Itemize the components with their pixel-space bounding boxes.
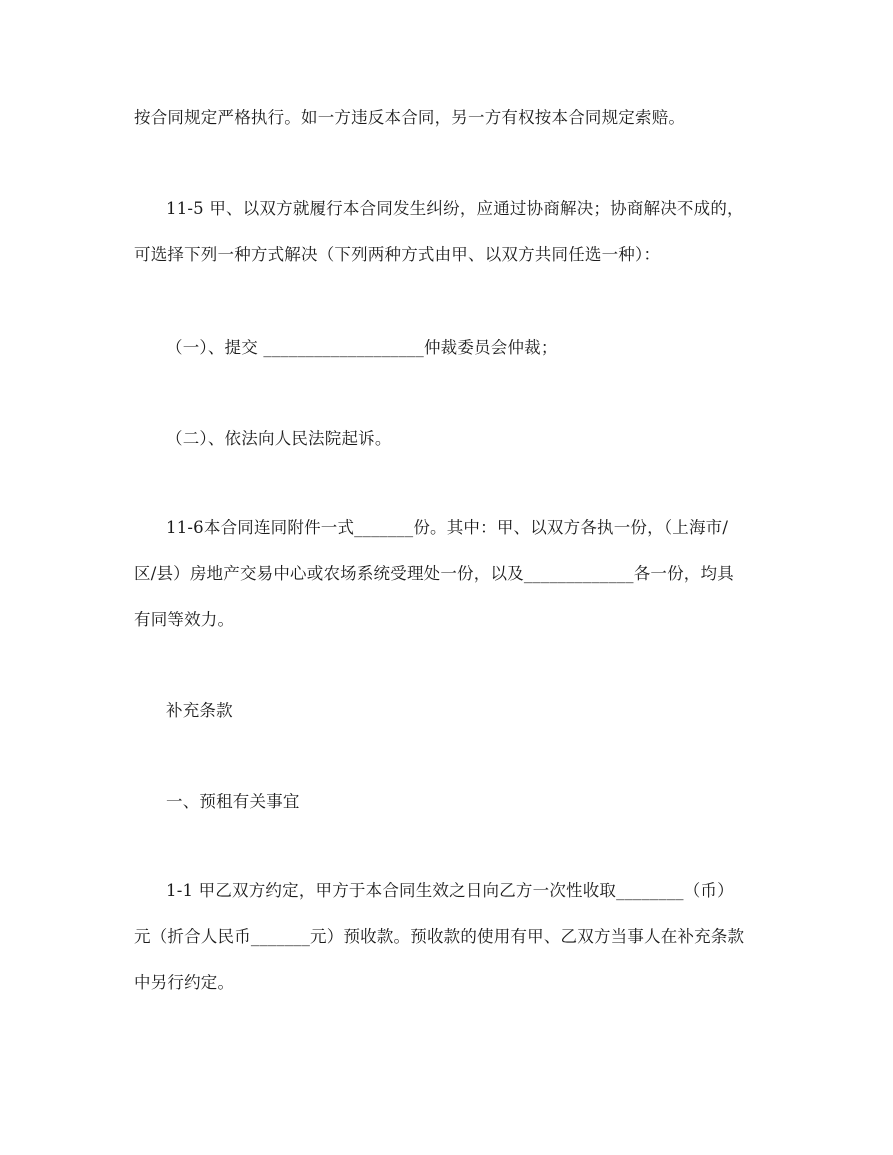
paragraph-line: 元（折合人民币_______元）预收款。预收款的使用有甲、乙双方当事人在补充条款 — [134, 927, 745, 946]
paragraph-line: 11-5 甲、以双方就履行本合同发生纠纷，应通过协商解决；协商解决不成的， — [166, 199, 744, 218]
paragraph-line: （一）、提交 ___________________仲裁委员会仲裁； — [166, 338, 558, 357]
section-heading: 补充条款 — [166, 701, 233, 720]
paragraph-line: （二）、依法向人民法院起诉。 — [166, 429, 392, 448]
paragraph-line: 区/县）房地产交易中心或农场系统受理处一份，以及_____________各一份，均具 — [134, 564, 734, 583]
paragraph-line: 可选择下列一种方式解决（下列两种方式由甲、以双方共同任选一种）： — [134, 245, 661, 264]
section-heading: 一、预租有关事宜 — [166, 792, 300, 811]
paragraph-line: 有同等效力。 — [134, 610, 235, 629]
paragraph-line: 1-1 甲乙双方约定，甲方于本合同生效之日向乙方一次性收取________（币） — [166, 881, 734, 900]
paragraph-line: 中另行约定。 — [134, 973, 235, 992]
paragraph-line: 11-6本合同连同附件一式_______份。其中：甲、以双方各执一份，（上海市/ — [166, 518, 729, 537]
paragraph-line: 按合同规定严格执行。如一方违反本合同，另一方有权按本合同规定索赔。 — [134, 108, 686, 127]
